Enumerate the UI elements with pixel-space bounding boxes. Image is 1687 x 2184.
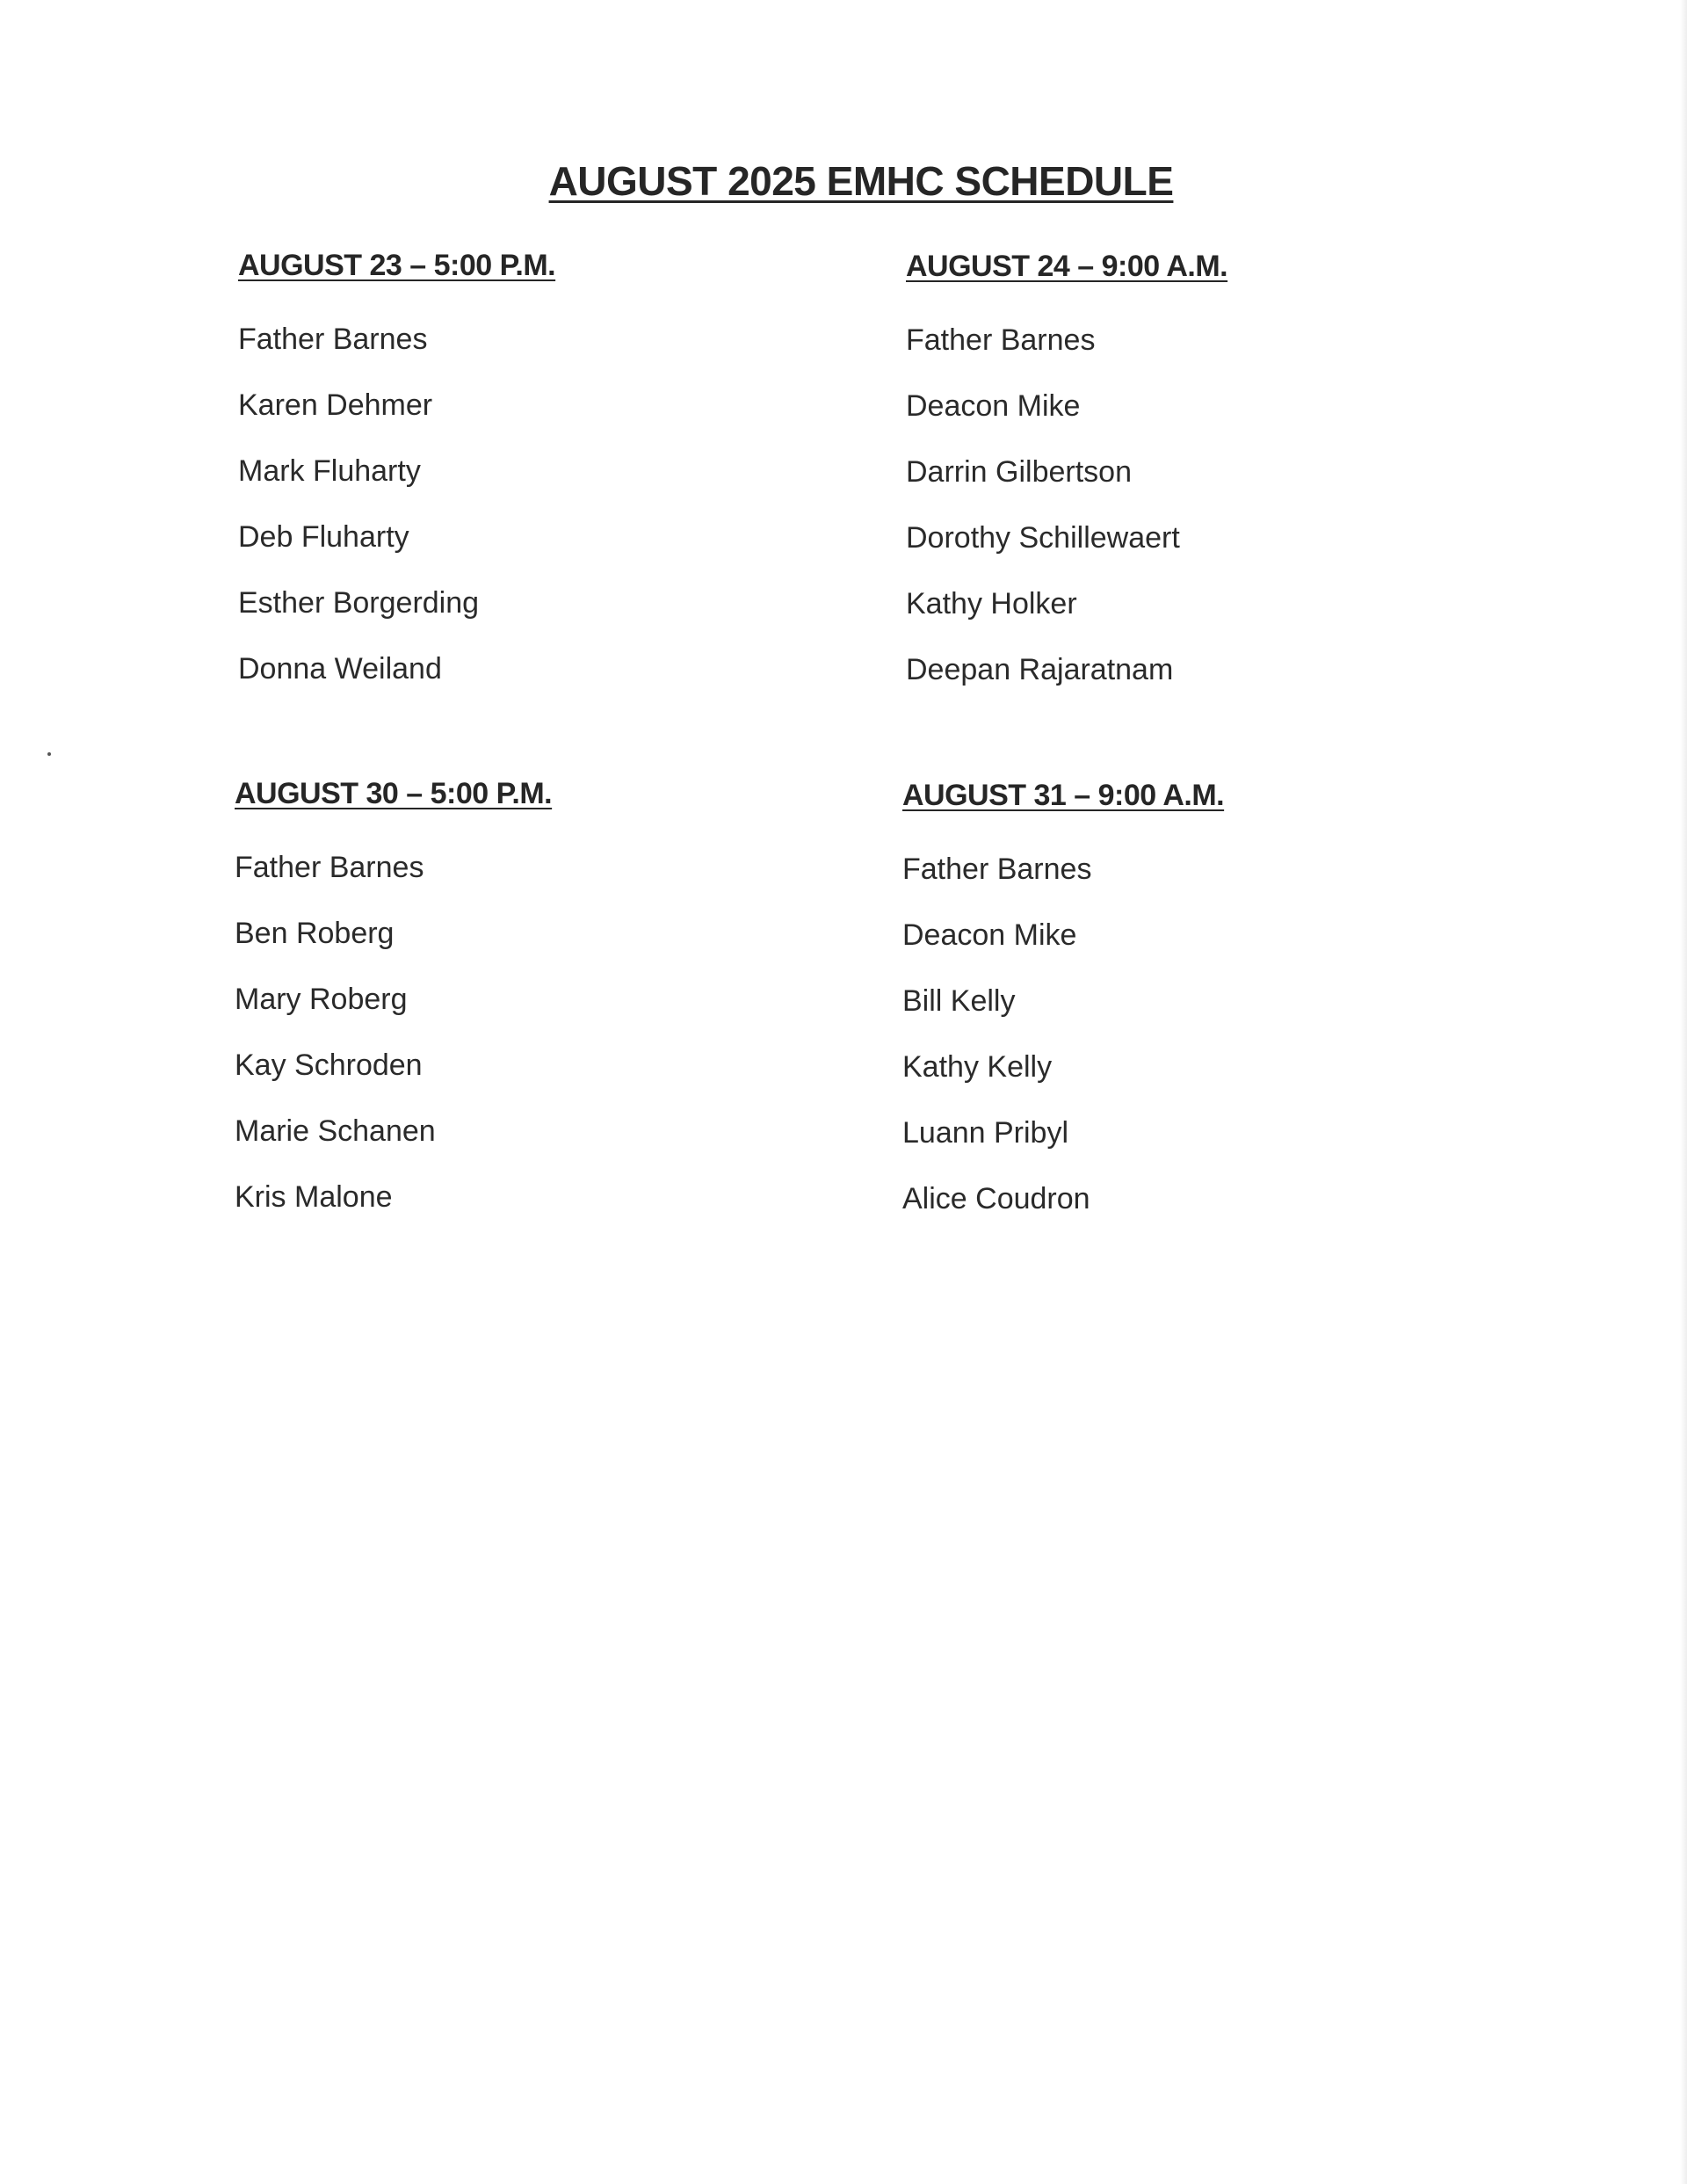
minister-name: Bill Kelly [902, 984, 1016, 1018]
minister-name: Luann Pribyl [902, 1116, 1069, 1150]
minister-name: Marie Schanen [235, 1114, 436, 1148]
minister-name: Alice Coudron [902, 1182, 1090, 1215]
schedule-block-aug-31 [902, 773, 1517, 1232]
minister-name: Mary Roberg [235, 983, 408, 1016]
minister-name: Deacon Mike [906, 389, 1081, 423]
minister-name: Dorothy Schillewaert [906, 521, 1180, 555]
schedule-heading: AUGUST 23 – 5:00 P.M. [238, 249, 556, 282]
minister-name: Father Barnes [902, 853, 1092, 886]
minister-name: Donna Weiland [238, 652, 442, 686]
page-title: AUGUST 2025 EMHC SCHEDULE [548, 157, 1174, 204]
schedule-block-aug-30 [235, 772, 850, 1230]
minister-name: Kay Schroden [235, 1048, 423, 1082]
minister-name: Father Barnes [906, 323, 1096, 357]
minister-name: Deepan Rajaratnam [906, 653, 1174, 686]
minister-name: Father Barnes [238, 323, 428, 356]
scan-edge-shadow [1680, 0, 1687, 2184]
minister-name: Deacon Mike [902, 918, 1077, 952]
schedule-heading: AUGUST 31 – 9:00 A.M. [902, 779, 1225, 812]
minister-name: Kris Malone [235, 1180, 393, 1214]
minister-name: Deb Fluharty [238, 520, 409, 554]
scan-speck [47, 752, 51, 756]
minister-name: Kathy Kelly [902, 1050, 1053, 1084]
minister-name: Ben Roberg [235, 917, 395, 950]
schedule-block-aug-24 [906, 244, 1521, 703]
schedule-heading: AUGUST 24 – 9:00 A.M. [906, 250, 1228, 283]
minister-list [906, 308, 1521, 703]
minister-name: Karen Dehmer [238, 388, 433, 422]
minister-list [235, 835, 850, 1230]
minister-name: Kathy Holker [906, 587, 1077, 620]
minister-name: Father Barnes [235, 851, 424, 884]
minister-name: Darrin Gilbertson [906, 455, 1132, 489]
minister-list [238, 307, 853, 702]
schedule-heading: AUGUST 30 – 5:00 P.M. [235, 777, 553, 810]
minister-name: Mark Fluharty [238, 454, 421, 488]
schedule-block-aug-23 [238, 243, 853, 702]
minister-list [902, 837, 1517, 1232]
minister-name: Esther Borgerding [238, 586, 480, 620]
